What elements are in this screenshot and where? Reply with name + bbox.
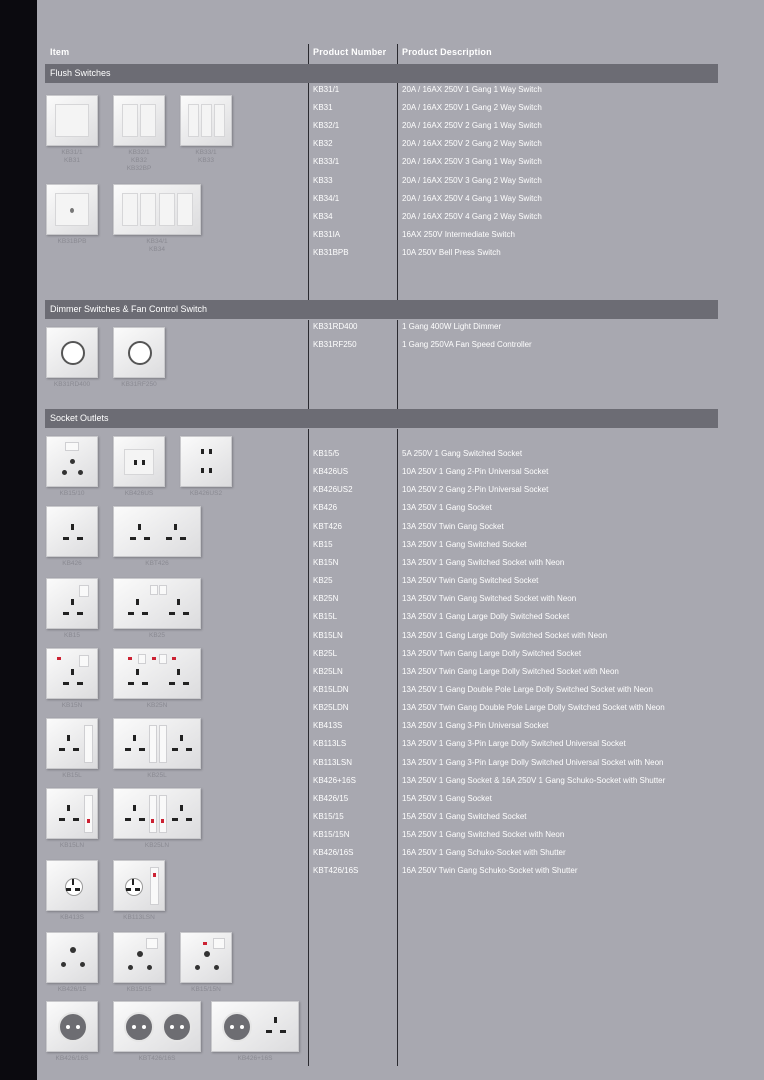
product-number: KB31/1 bbox=[313, 85, 340, 94]
pin-hole bbox=[62, 470, 67, 475]
pin-hole bbox=[63, 537, 69, 540]
pin-hole bbox=[137, 951, 143, 957]
pin-hole bbox=[183, 612, 189, 615]
caption: KB31/1 KB31 bbox=[61, 149, 83, 164]
pin-hole bbox=[180, 805, 183, 811]
pin-hole bbox=[59, 748, 65, 751]
product-description: 13A 250V Twin Gang Socket bbox=[402, 521, 504, 531]
product-description: 13A 250V 1 Gang Switched Socket bbox=[402, 539, 527, 549]
large-dolly-switch bbox=[149, 725, 157, 763]
product-number: KB413S bbox=[313, 721, 343, 731]
pin-hole bbox=[134, 460, 137, 465]
socket-5a-switched-image bbox=[46, 436, 98, 487]
twin-schuko-socket-image bbox=[113, 1001, 201, 1052]
product-description: 20A / 16AX 250V 4 Gang 1 Way Switch bbox=[402, 193, 542, 203]
pin-hole bbox=[169, 612, 175, 615]
caption: KB31BPB bbox=[57, 238, 87, 245]
neon-indicator bbox=[57, 657, 61, 660]
pin-hole bbox=[128, 965, 133, 970]
dimmer-knob-icon bbox=[61, 341, 85, 365]
product-description: 13A 250V Twin Gang Large Dolly Switched Socket bbox=[402, 648, 582, 658]
caption: KB113LSN bbox=[123, 914, 155, 921]
pin-hole bbox=[201, 449, 204, 454]
pin-hole bbox=[73, 748, 79, 751]
caption: KB33/1 KB33 bbox=[195, 149, 217, 164]
pin-hole bbox=[274, 1017, 277, 1023]
rocker bbox=[122, 104, 138, 137]
column-divider bbox=[308, 429, 309, 1066]
product-number: KB113LSN bbox=[313, 757, 352, 767]
large-dolly-switch bbox=[84, 725, 93, 763]
neon-indicator bbox=[151, 819, 154, 823]
product-description: 13A 250V Twin Gang Large Dolly Switched Socket with Neon bbox=[402, 666, 619, 676]
product-description: 20A / 16AX 250V 3 Gang 2 Way Switch bbox=[402, 175, 542, 185]
header-product-description: Product Description bbox=[402, 47, 492, 57]
rocker bbox=[188, 104, 199, 137]
pin-hole bbox=[63, 682, 69, 685]
product-number: KB32/1 bbox=[313, 121, 340, 131]
schuko-outlet-icon bbox=[162, 1012, 192, 1042]
pin-hole bbox=[125, 818, 131, 821]
product-description: 13A 250V 1 Gang Large Dolly Switched Socket bbox=[402, 612, 570, 622]
product-number: KB25N bbox=[313, 594, 339, 604]
product-number: KB31RD400 bbox=[313, 322, 358, 331]
product-description: 13A 250V 1 Gang 3-Pin Large Dolly Switched Universal Socket bbox=[402, 739, 626, 749]
header-item: Item bbox=[50, 47, 70, 57]
pin-hole bbox=[77, 537, 83, 540]
pin-hole bbox=[133, 735, 136, 741]
product-description: 20A / 16AX 250V 3 Gang 1 Way Switch bbox=[402, 157, 542, 167]
pin-hole bbox=[67, 805, 70, 811]
pin-hole bbox=[132, 879, 134, 885]
switch-rocker bbox=[65, 442, 79, 451]
rocker bbox=[177, 193, 193, 226]
product-number: KB33/1 bbox=[313, 157, 340, 167]
product-description: 20A / 16AX 250V 1 Gang 1 Way Switch bbox=[402, 85, 542, 94]
schuko-outlet-icon bbox=[58, 1012, 88, 1042]
caption: KB25N bbox=[146, 702, 168, 709]
pin-hole bbox=[80, 962, 85, 967]
product-description: 13A 250V 1 Gang Socket & 16A 250V 1 Gang Schuko-Socket with Shutter bbox=[402, 775, 666, 785]
caption: KB413S bbox=[60, 914, 84, 921]
socket-13a-image bbox=[46, 506, 98, 557]
pin-hole bbox=[59, 818, 65, 821]
product-description: 13A 250V 1 Gang 3-Pin Large Dolly Switched Universal Socket with Neon bbox=[402, 757, 664, 767]
product-description: 13A 250V 1 Gang Socket bbox=[402, 503, 492, 513]
neon-indicator bbox=[203, 942, 207, 945]
pin-hole bbox=[71, 599, 74, 605]
large-dolly-switch bbox=[159, 795, 167, 833]
rocker bbox=[140, 104, 156, 137]
neon-indicator bbox=[172, 657, 176, 660]
caption: KB426/16S bbox=[55, 1055, 89, 1062]
large-dolly-switch bbox=[149, 795, 157, 833]
large-dolly-socket-neon-image bbox=[46, 788, 98, 839]
switch-rocker bbox=[138, 654, 146, 664]
fan-controller-image bbox=[113, 327, 165, 378]
pin-hole bbox=[67, 735, 70, 741]
switched-socket-image bbox=[46, 578, 98, 629]
pin-hole bbox=[147, 965, 152, 970]
product-number: KB15/15N bbox=[313, 830, 350, 840]
product-description: 20A / 16AX 250V 1 Gang 2 Way Switch bbox=[402, 103, 542, 113]
large-dolly-switch bbox=[84, 795, 93, 833]
twin-switched-socket-image bbox=[113, 578, 201, 629]
pin-hole bbox=[266, 1030, 272, 1033]
pin-hole bbox=[136, 669, 139, 675]
product-number: KB25LN bbox=[313, 666, 343, 676]
pin-hole bbox=[183, 682, 189, 685]
caption: KB32/1 KB32 KB32BP bbox=[126, 149, 152, 172]
caption: KB15N bbox=[61, 702, 83, 709]
product-description: 10A 250V 2 Gang 2-Pin Universal Socket bbox=[402, 485, 549, 495]
neon-indicator bbox=[87, 819, 90, 823]
pin-hole bbox=[126, 888, 131, 891]
section-title: Dimmer Switches & Fan Control Switch bbox=[50, 304, 208, 314]
pin-hole bbox=[70, 947, 76, 953]
product-description: 13A 250V 1 Gang 3-Pin Universal Socket bbox=[402, 721, 549, 731]
product-number: KB15 bbox=[313, 539, 333, 549]
caption: KB34/1 KB34 bbox=[146, 238, 168, 253]
pin-hole bbox=[72, 879, 74, 885]
twin-large-dolly-socket-neon-image bbox=[113, 788, 201, 839]
product-number: KB32 bbox=[313, 139, 333, 149]
product-number: KB113LS bbox=[313, 739, 347, 749]
product-description: 13A 250V Twin Gang Switched Socket bbox=[402, 576, 539, 586]
product-number: KB25L bbox=[313, 648, 338, 658]
rocker bbox=[159, 193, 175, 226]
switch-rocker bbox=[213, 938, 225, 949]
switched-socket-neon-image bbox=[46, 648, 98, 699]
twin-switched-socket-neon-image bbox=[113, 648, 201, 699]
pin-hole bbox=[177, 669, 180, 675]
bell-icon bbox=[70, 208, 74, 213]
product-number: KB33 bbox=[313, 175, 333, 185]
large-dolly-switch bbox=[159, 725, 167, 763]
switched-socket-15a-neon-image bbox=[180, 932, 232, 983]
caption: KB426US2 bbox=[189, 490, 223, 497]
rocker bbox=[140, 193, 156, 226]
product-description: 13A 250V Twin Gang Double Pole Large Dolly Switched Socket with Neon bbox=[402, 703, 665, 713]
pin-hole bbox=[70, 459, 75, 464]
pin-hole bbox=[132, 1025, 136, 1029]
schuko-outlet-icon bbox=[222, 1012, 252, 1042]
pin-hole bbox=[180, 537, 186, 540]
pin-hole bbox=[186, 748, 192, 751]
caption: KB31RD400 bbox=[53, 381, 91, 388]
product-number: KB426+16S bbox=[313, 775, 356, 785]
pin-hole bbox=[139, 818, 145, 821]
product-description: 13A 250V 1 Gang Switched Socket with Neon bbox=[402, 557, 565, 567]
pin-hole bbox=[66, 888, 71, 891]
product-description: 15A 250V 1 Gang Switched Socket bbox=[402, 812, 527, 821]
switch-rocker bbox=[159, 654, 167, 664]
switch-rocker bbox=[146, 938, 158, 949]
pin-hole bbox=[201, 468, 204, 473]
switch-rocker bbox=[79, 585, 89, 597]
product-number: KB34/1 bbox=[313, 193, 340, 203]
section-title: Socket Outlets bbox=[50, 413, 109, 423]
socket-15a-image bbox=[46, 932, 98, 983]
product-number: KB15/15 bbox=[313, 812, 344, 821]
pin-hole bbox=[73, 818, 79, 821]
product-description: 16A 250V Twin Gang Schuko-Socket with Shutter bbox=[402, 866, 578, 876]
caption: KB15 bbox=[64, 632, 80, 639]
light-dimmer-image bbox=[46, 327, 98, 378]
pin-hole bbox=[71, 524, 74, 530]
pin-hole bbox=[77, 612, 83, 615]
pin-hole bbox=[76, 1025, 80, 1029]
product-number: KB25 bbox=[313, 576, 333, 586]
socket-and-schuko-combo-image bbox=[211, 1001, 299, 1052]
product-description: 13A 250V Twin Gang Switched Socket with Neon bbox=[402, 594, 577, 604]
universal-socket-2-gang-image bbox=[180, 436, 232, 487]
caption: KB426US bbox=[124, 490, 154, 497]
product-number: KBT426/16S bbox=[313, 866, 359, 876]
product-number: KB31 bbox=[313, 103, 333, 113]
3-pin-universal-switched-socket-image bbox=[113, 860, 165, 911]
pin-hole bbox=[142, 460, 145, 465]
3-pin-universal-socket-image bbox=[46, 860, 98, 911]
product-number: KB25LDN bbox=[313, 703, 349, 713]
section-flush-switches bbox=[45, 64, 718, 83]
product-description: 15A 250V 1 Gang Switched Socket with Neon bbox=[402, 830, 565, 840]
pin-hole bbox=[125, 748, 131, 751]
caption: KB25 bbox=[149, 632, 165, 639]
section-socket-outlets bbox=[45, 409, 718, 428]
twin-socket-image bbox=[113, 506, 201, 557]
rocker bbox=[55, 104, 89, 137]
schuko-outlet-icon bbox=[124, 1012, 154, 1042]
product-number: KB15N bbox=[313, 557, 339, 567]
pin-hole bbox=[63, 612, 69, 615]
pin-hole bbox=[180, 1025, 184, 1029]
column-divider bbox=[308, 320, 309, 409]
pin-hole bbox=[128, 612, 134, 615]
pin-hole bbox=[195, 965, 200, 970]
twin-large-dolly-socket-image bbox=[113, 718, 201, 769]
pin-hole bbox=[230, 1025, 234, 1029]
column-divider bbox=[397, 320, 398, 409]
rocker bbox=[122, 193, 138, 226]
rocker bbox=[201, 104, 212, 137]
rocker bbox=[214, 104, 225, 137]
product-number: KB15/5 bbox=[313, 449, 340, 458]
product-description: 1 Gang 250VA Fan Speed Controller bbox=[402, 340, 532, 349]
caption: KBT426 bbox=[145, 560, 169, 567]
neon-indicator bbox=[128, 657, 132, 660]
product-number: KB426 bbox=[313, 503, 338, 513]
pin-hole bbox=[214, 965, 219, 970]
product-description: 16A 250V 1 Gang Schuko-Socket with Shutter bbox=[402, 848, 566, 858]
pin-hole bbox=[71, 669, 74, 675]
pin-hole bbox=[172, 818, 178, 821]
product-number: KB426/16S bbox=[313, 848, 354, 858]
switched-socket-15a-image bbox=[113, 932, 165, 983]
product-description: 1 Gang 400W Light Dimmer bbox=[402, 322, 502, 331]
pin-hole bbox=[209, 468, 212, 473]
universal-socket-face bbox=[125, 878, 143, 896]
caption: KB15/10 bbox=[59, 490, 85, 497]
pin-hole bbox=[209, 449, 212, 454]
pin-hole bbox=[169, 682, 175, 685]
product-description: 20A / 16AX 250V 2 Gang 1 Way Switch bbox=[402, 121, 542, 131]
switch-rocker bbox=[150, 585, 158, 595]
fan-knob-icon bbox=[128, 341, 152, 365]
caption: KB426+16S bbox=[237, 1055, 273, 1062]
pin-hole bbox=[135, 888, 140, 891]
neon-indicator bbox=[152, 657, 156, 660]
left-edge-bar bbox=[0, 0, 37, 1080]
section-title: Flush Switches bbox=[50, 68, 111, 78]
socket-face bbox=[124, 449, 154, 475]
large-dolly-socket-image bbox=[46, 718, 98, 769]
pin-hole bbox=[128, 682, 134, 685]
pin-hole bbox=[142, 1025, 146, 1029]
product-description: 13A 250V 1 Gang Double Pole Large Dolly Switched Socket with Neon bbox=[402, 684, 653, 694]
switch-2-gang-image bbox=[113, 95, 165, 146]
product-number: KB426/15 bbox=[313, 793, 349, 803]
caption: KB25L bbox=[147, 772, 167, 779]
pin-hole bbox=[186, 818, 192, 821]
pin-hole bbox=[280, 1030, 286, 1033]
bell-press-switch-image bbox=[46, 184, 98, 235]
pin-hole bbox=[133, 805, 136, 811]
product-description: 13A 250V 1 Gang Large Dolly Switched Socket with Neon bbox=[402, 630, 608, 640]
product-number: KBT426 bbox=[313, 521, 342, 531]
caption: KB15/15N bbox=[191, 986, 221, 993]
pin-hole bbox=[78, 470, 83, 475]
pin-hole bbox=[75, 888, 80, 891]
switch-1-gang-image bbox=[46, 95, 98, 146]
pin-hole bbox=[180, 735, 183, 741]
pin-hole bbox=[136, 599, 139, 605]
product-description: 20A / 16AX 250V 2 Gang 2 Way Switch bbox=[402, 139, 542, 149]
product-description: 16AX 250V Intermediate Switch bbox=[402, 229, 515, 239]
switch-4-gang-image bbox=[113, 184, 201, 235]
pin-hole bbox=[174, 524, 177, 530]
product-number: KB15LDN bbox=[313, 684, 349, 694]
product-description: 5A 250V 1 Gang Switched Socket bbox=[402, 449, 523, 458]
universal-socket-image bbox=[113, 436, 165, 487]
product-number: KB31RF250 bbox=[313, 340, 357, 349]
switch-3-gang-image bbox=[180, 95, 232, 146]
caption: KB15/15 bbox=[126, 986, 152, 993]
pin-hole bbox=[166, 537, 172, 540]
pin-hole bbox=[142, 612, 148, 615]
pin-hole bbox=[66, 1025, 70, 1029]
pin-hole bbox=[170, 1025, 174, 1029]
neon-indicator bbox=[153, 873, 156, 877]
schuko-socket-image bbox=[46, 1001, 98, 1052]
pin-hole bbox=[130, 537, 136, 540]
product-description: 15A 250V 1 Gang Socket bbox=[402, 793, 492, 803]
product-number: KB31IA bbox=[313, 229, 341, 239]
pin-hole bbox=[240, 1025, 244, 1029]
header-product-number: Product Number bbox=[313, 47, 387, 57]
product-number: KB426US bbox=[313, 467, 349, 477]
universal-socket-face bbox=[65, 878, 83, 896]
caption: KB15LN bbox=[59, 842, 85, 849]
product-number: KB426US2 bbox=[313, 485, 353, 495]
pin-hole bbox=[172, 748, 178, 751]
switch-rocker bbox=[159, 585, 167, 595]
pin-hole bbox=[177, 599, 180, 605]
product-number: KB31BPB bbox=[313, 247, 349, 257]
pin-hole bbox=[204, 951, 210, 957]
product-number: KB15LN bbox=[313, 630, 343, 640]
neon-indicator bbox=[161, 819, 164, 823]
section-dimmer-switches bbox=[45, 300, 718, 319]
product-description: 10A 250V Bell Press Switch bbox=[402, 247, 501, 257]
pin-hole bbox=[61, 962, 66, 967]
switch-rocker bbox=[79, 655, 89, 667]
caption: KB25LN bbox=[144, 842, 170, 849]
pin-hole bbox=[144, 537, 150, 540]
caption: KB426/15 bbox=[57, 986, 87, 993]
product-description: 20A / 16AX 250V 4 Gang 2 Way Switch bbox=[402, 211, 542, 221]
product-number: KB34 bbox=[313, 211, 333, 221]
caption: KB15L bbox=[62, 772, 82, 779]
pin-hole bbox=[138, 524, 141, 530]
pin-hole bbox=[139, 748, 145, 751]
caption: KBT426/16S bbox=[138, 1055, 176, 1062]
product-number: KB15L bbox=[313, 612, 338, 622]
caption: KB426 bbox=[62, 560, 82, 567]
product-description: 10A 250V 1 Gang 2-Pin Universal Socket bbox=[402, 467, 549, 477]
caption: KB31RF250 bbox=[121, 381, 157, 388]
pin-hole bbox=[77, 682, 83, 685]
pin-hole bbox=[142, 682, 148, 685]
column-divider bbox=[397, 429, 398, 1066]
